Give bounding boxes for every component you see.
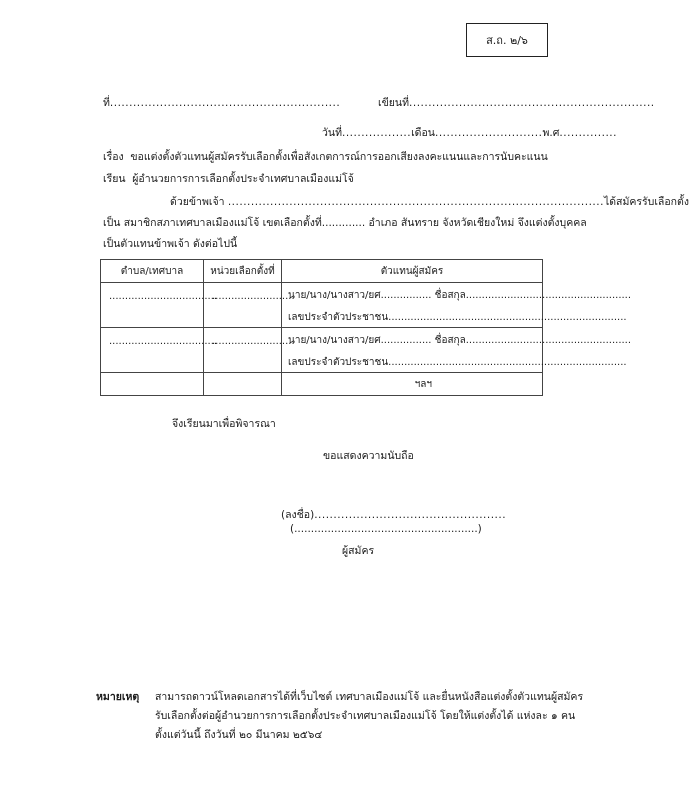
subject-label: เรื่อง: [103, 151, 124, 163]
rep-name-field[interactable]: นาย/นาง/นางสาว/ยศ................ ชื่อสกุล....................................................: [288, 290, 632, 301]
year-dots: ...............: [559, 127, 617, 139]
at-line: [103, 94, 340, 111]
representative-table: [100, 259, 632, 396]
table-row: [101, 283, 543, 328]
header-subdistrict: ตำบล/เทศบาล: [101, 260, 204, 283]
written-at-line: [378, 94, 655, 111]
date-line: [322, 124, 617, 141]
rep-id-field[interactable]: เลขประจำตัวประชาชน...........................................................................: [288, 357, 627, 368]
month-label: เดือน: [411, 127, 435, 139]
body-line-1: [170, 193, 689, 210]
unit-field[interactable]: ..........................: [212, 336, 295, 347]
form-code-box: [466, 23, 548, 57]
body-line-2: เป็น สมาชิกสภาเทศบาลเมืองแม่โจ้ เขตเลือกตั้งที่............. อำเภอ สันทราย จังหวัดเชียงใหม่ จึงแต่งตั้งบุคคล: [103, 217, 587, 229]
recipient-line: [103, 170, 354, 187]
table-row: [101, 328, 543, 373]
signature-role: ผู้สมัคร: [342, 545, 375, 557]
note-label: หมายเหตุ: [96, 691, 140, 703]
subject-line: [103, 148, 548, 165]
body-line1-dots: ..................................................................................................: [227, 196, 604, 208]
subject-text: ขอแต่งตั้งตัวแทนผู้สมัครรับเลือกตั้งเพื่อสังเกตการณ์การออกเสียงลงคะแนนและการนับคะแนน: [130, 151, 548, 163]
rep-name-field[interactable]: นาย/นาง/นางสาว/ยศ................ ชื่อสกุล....................................................: [288, 335, 632, 346]
recipient-label: เรียน: [103, 173, 126, 185]
sign-dots[interactable]: ..................................................: [314, 509, 507, 521]
year-label: พ.ศ: [542, 127, 560, 139]
body-line-3: เป็นตัวแทนข้าพเจ้า ดังต่อไปนี้: [103, 238, 238, 250]
signature-name[interactable]: (.......................................................): [290, 523, 482, 535]
date-dots: ..................: [342, 127, 412, 139]
etc-mark: ฯลฯ: [414, 379, 432, 390]
date-label: วันที่: [322, 127, 342, 139]
at-dots: ............................................................: [109, 97, 341, 109]
note-line-3: ตั้งแต่วันนี้ ถึงวันที่ ๒๐ มีนาคม ๒๕๖๔: [155, 729, 323, 741]
unit-field[interactable]: ..........................: [212, 291, 295, 302]
form-code: ส.ถ. ๒/๖: [486, 34, 528, 47]
subdistrict-field[interactable]: ..................................: [109, 336, 218, 347]
closing-text: จึงเรียนมาเพื่อพิจารณา: [172, 418, 276, 430]
month-dots: ............................: [434, 127, 543, 139]
recipient-text: ผู้อำนวยการการเลือกตั้งประจำเทศบาลเมืองแม่โจ้: [132, 173, 354, 185]
written-at-dots: ................................................................: [409, 97, 655, 109]
header-unit: หน่วยเลือกตั้งที่: [204, 260, 282, 283]
table-row-etc: [101, 373, 543, 396]
subdistrict-field[interactable]: ..................................: [109, 291, 218, 302]
rep-id-field[interactable]: เลขประจำตัวประชาชน...........................................................................: [288, 312, 627, 323]
regards-text: ขอแสดงความนับถือ: [323, 450, 414, 462]
signature-line: [281, 506, 506, 523]
note-line-2: รับเลือกตั้งต่อผู้อำนวยการการเลือกตั้งประจำเทศบาลเมืองแม่โจ้ โดยให้แต่งตั้งได้ แห่งละ ๑ คน: [155, 710, 576, 722]
body-line1-start: ด้วยข้าพเจ้า: [170, 196, 225, 208]
written-at-label: เขียนที่: [378, 97, 410, 109]
table-header-row: [101, 260, 543, 283]
at-label: ที่: [103, 97, 110, 109]
note-line-1: สามารถดาวน์โหลดเอกสารได้ที่เว็บไซต์ เทศบาลเมืองแม่โจ้ และยื่นหนังสือแต่งตั้งตัวแทนผู้สมัคร: [155, 691, 584, 703]
header-representative: ตัวแทนผู้สมัคร: [282, 260, 543, 283]
sign-label: (ลงชื่อ): [281, 509, 315, 521]
body-line1-end: ได้สมัครรับเลือกตั้ง: [603, 196, 689, 208]
